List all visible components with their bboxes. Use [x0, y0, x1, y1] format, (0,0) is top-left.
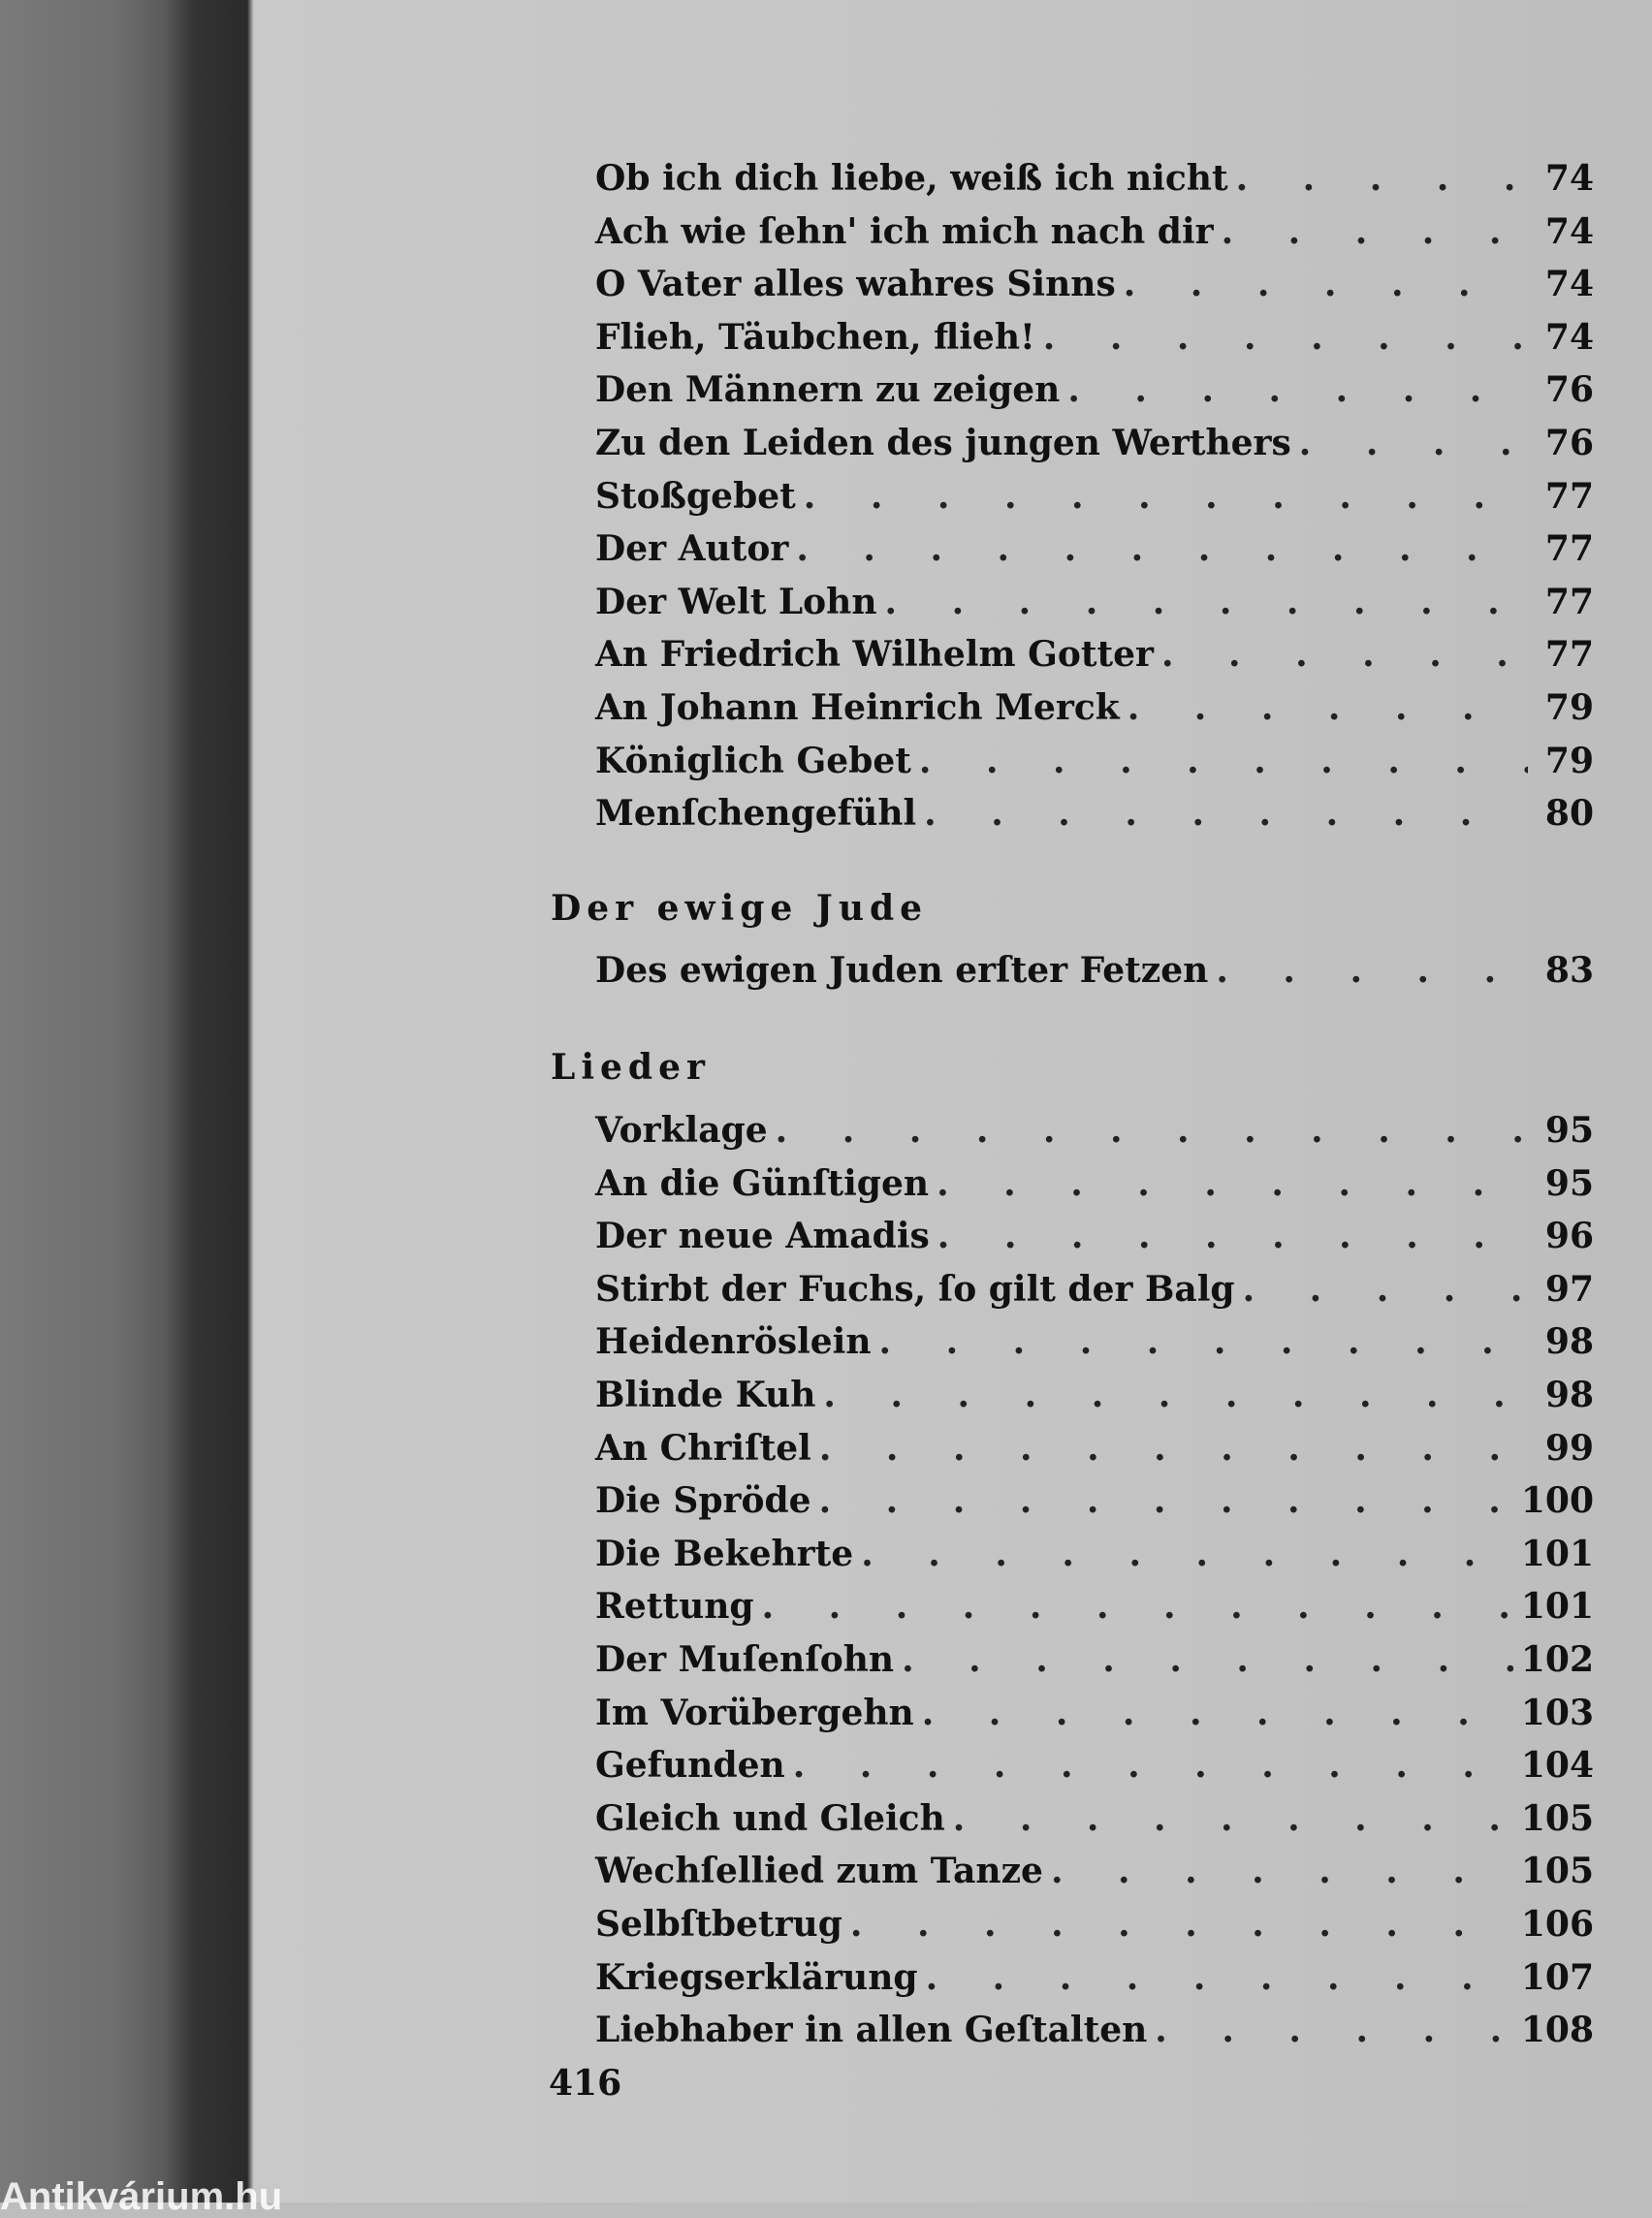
entry-title: Flieh, Täubchen, flieh! [595, 316, 1035, 358]
entry-page-number: 102 [1520, 1639, 1594, 1680]
toc-entry [595, 1369, 1594, 1421]
toc-entry [595, 417, 1594, 469]
watermark: Antikvárium.hu [0, 2175, 283, 2218]
entry-title: Ach wie ſehn' ich mich nach dir [595, 210, 1214, 252]
entry-title: Gefunden [595, 1745, 785, 1787]
entry-title: O Vater alles wahres Sinns [595, 264, 1116, 305]
toc-entry [595, 1157, 1594, 1210]
dot-leader [861, 1528, 1513, 1580]
entry-title: An die Günſtigen [595, 1162, 930, 1204]
section-heading: Lieder [551, 1047, 711, 1088]
entry-page-number: 79 [1544, 740, 1594, 781]
dot-leader [926, 1951, 1513, 2004]
dot-leader [1216, 944, 1528, 997]
entry-page-number: 80 [1544, 793, 1594, 835]
toc-entry [595, 1315, 1594, 1368]
entry-title: Blinde Kuh [595, 1375, 816, 1415]
entry-page-number: 104 [1520, 1745, 1594, 1787]
toc-entry [595, 1580, 1594, 1632]
entry-title: Rettung [595, 1586, 754, 1628]
dot-leader [796, 523, 1528, 575]
dot-leader [793, 1739, 1513, 1791]
entry-title: Ob ich dich liebe, weiß ich nicht [595, 158, 1228, 199]
book-spine-background [0, 0, 254, 2202]
dot-leader [1243, 1263, 1528, 1315]
entry-page-number: 108 [1520, 2010, 1594, 2051]
dot-leader [776, 1104, 1528, 1157]
entry-title: Den Männern zu zeigen [595, 369, 1061, 411]
toc-entry [595, 1528, 1594, 1580]
page-number: 416 [549, 2063, 622, 2104]
toc-entry [595, 2004, 1594, 2056]
entry-page-number: 95 [1544, 1162, 1594, 1204]
entry-title: An Johann Heinrich Merck [595, 687, 1120, 728]
entry-page-number: 77 [1544, 634, 1594, 676]
entry-title: Stirbt der Fuchs, ſo gilt der Balg [595, 1268, 1235, 1310]
entry-page-number: 74 [1544, 316, 1594, 358]
toc-entry [595, 1633, 1594, 1686]
dot-leader [1043, 311, 1528, 364]
dot-leader [819, 1474, 1513, 1527]
dot-leader [1222, 206, 1528, 258]
dot-leader [902, 1633, 1513, 1686]
entry-page-number: 101 [1520, 1533, 1594, 1574]
toc-entry [595, 364, 1594, 416]
entry-title: Heidenröslein [595, 1321, 872, 1363]
entry-page-number: 103 [1520, 1692, 1594, 1733]
toc-entry [595, 258, 1594, 310]
entry-page-number: 96 [1544, 1216, 1594, 1257]
entry-title: An Friedrich Wilhelm Gotter [595, 634, 1154, 676]
toc-entry [595, 1845, 1594, 1897]
toc-entry [595, 152, 1594, 205]
dot-leader [1051, 1845, 1513, 1897]
dot-leader [1128, 681, 1528, 734]
entry-page-number: 105 [1520, 1851, 1594, 1892]
dot-leader [823, 1369, 1528, 1421]
dot-leader [1155, 2004, 1513, 2056]
dot-leader [885, 576, 1528, 628]
entry-title: Der Welt Lohn [595, 581, 877, 622]
dot-leader [1067, 364, 1528, 416]
entry-page-number: 105 [1520, 1797, 1594, 1839]
toc-entry [595, 576, 1594, 628]
entry-title: Königlich Gebet [595, 740, 911, 781]
entry-page-number: 100 [1520, 1480, 1594, 1522]
dot-leader [1299, 417, 1528, 469]
toc-entry [595, 681, 1594, 734]
dot-leader [819, 1422, 1528, 1474]
toc-entry [595, 1422, 1594, 1474]
entry-title: Des ewigen Juden erſter Fetzen [595, 950, 1209, 991]
dot-leader [850, 1898, 1513, 1950]
entry-title: An Chriſtel [595, 1427, 811, 1469]
dot-leader [879, 1315, 1528, 1368]
dot-leader [937, 1157, 1528, 1210]
entry-title: Die Bekehrte [595, 1533, 854, 1574]
entry-title: Die Spröde [595, 1480, 811, 1522]
entry-title: Wechſellied zum Tanze [595, 1851, 1043, 1892]
toc-entry [595, 1792, 1594, 1845]
toc-entry [595, 1104, 1594, 1157]
dot-leader [922, 1687, 1513, 1739]
entry-title: Der Autor [595, 528, 789, 570]
entry-title: Im Vorübergehn [595, 1692, 914, 1733]
dot-leader [937, 1210, 1528, 1262]
entry-page-number: 106 [1520, 1904, 1594, 1945]
entry-page-number: 98 [1544, 1375, 1594, 1415]
entry-page-number: 101 [1520, 1586, 1594, 1628]
entry-title: Menſchengefühl [595, 793, 917, 835]
dot-leader [762, 1580, 1513, 1632]
entry-page-number: 99 [1544, 1427, 1594, 1469]
toc-entry [595, 787, 1594, 840]
entry-title: Der neue Amadis [595, 1216, 930, 1257]
entry-title: Vorklage [595, 1110, 768, 1151]
dot-leader [919, 735, 1528, 787]
entry-title: Gleich und Gleich [595, 1797, 945, 1839]
entry-page-number: 76 [1544, 369, 1594, 411]
entry-title: Zu den Leiden des jungen Werthers [595, 423, 1291, 463]
entry-page-number: 74 [1544, 264, 1594, 305]
toc-entry [595, 206, 1594, 258]
dot-leader [1124, 258, 1528, 310]
dot-leader [953, 1792, 1513, 1845]
entry-title: Kriegserklärung [595, 1956, 918, 1998]
toc-entry [595, 1951, 1594, 2004]
toc-entry [595, 523, 1594, 575]
toc-entry [595, 628, 1594, 681]
entry-page-number: 95 [1544, 1110, 1594, 1151]
toc-entry [595, 470, 1594, 523]
toc-entry [595, 1210, 1594, 1262]
entry-page-number: 77 [1544, 528, 1594, 570]
entry-page-number: 76 [1544, 423, 1594, 463]
entry-title: Selbſtbetrug [595, 1904, 842, 1945]
entry-page-number: 77 [1544, 581, 1594, 622]
toc-entry [595, 944, 1594, 997]
entry-title: Stoßgebet [595, 475, 796, 517]
toc-entry [595, 735, 1594, 787]
toc-entry [595, 1739, 1594, 1791]
entry-page-number: 77 [1544, 475, 1594, 517]
toc-entry [595, 1474, 1594, 1527]
entry-page-number: 98 [1544, 1321, 1594, 1363]
dot-leader [1161, 628, 1528, 681]
toc-entry [595, 311, 1594, 364]
toc-entry [595, 1898, 1594, 1950]
toc-entry [595, 1263, 1594, 1315]
dot-leader [924, 787, 1528, 840]
entry-page-number: 74 [1544, 158, 1594, 199]
dot-leader [1236, 152, 1528, 205]
dot-leader [804, 470, 1528, 523]
entry-page-number: 79 [1544, 687, 1594, 728]
toc-entry [595, 1687, 1594, 1739]
entry-page-number: 107 [1520, 1956, 1594, 1998]
section-heading: Der ewige Jude [551, 888, 929, 929]
entry-page-number: 83 [1544, 950, 1594, 991]
entry-page-number: 74 [1544, 210, 1594, 252]
entry-title: Der Muſenſohn [595, 1639, 895, 1680]
entry-title: Liebhaber in allen Geſtalten [595, 2010, 1148, 2051]
entry-page-number: 97 [1544, 1268, 1594, 1310]
